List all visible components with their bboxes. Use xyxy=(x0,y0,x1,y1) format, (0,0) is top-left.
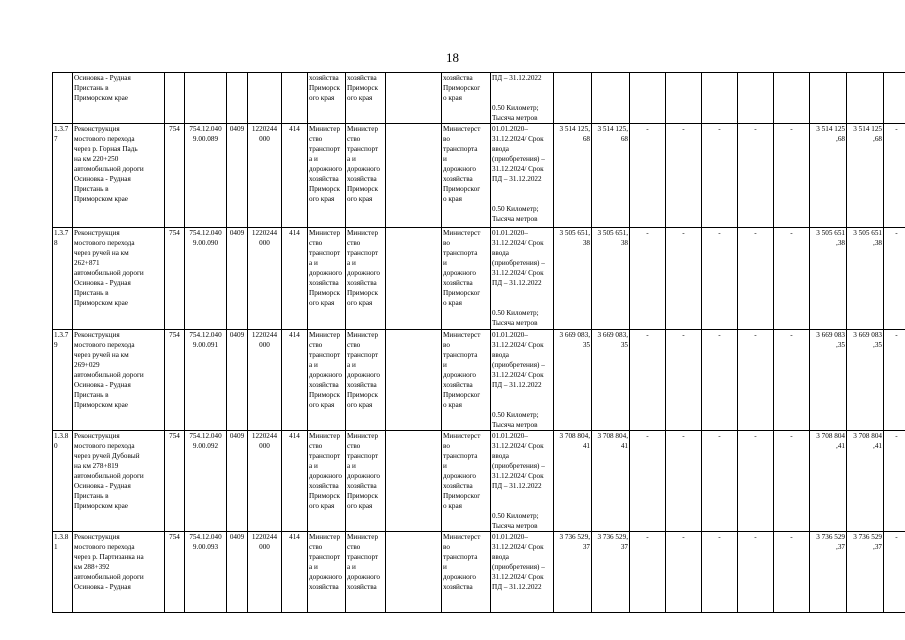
value-cell-text: 3 505 651, 38 xyxy=(597,229,628,247)
dash-cell xyxy=(702,73,738,124)
value-cell xyxy=(554,228,592,330)
code-gr-text: 754 xyxy=(169,432,180,440)
code-section-text: 0409 xyxy=(229,432,245,440)
value-cell-text: 3 514 125 ,68 xyxy=(816,125,845,143)
row-number-text: 1.3.81 xyxy=(54,533,69,551)
code-section xyxy=(227,124,248,228)
customer-cell xyxy=(308,73,346,124)
empty-cell xyxy=(386,73,442,124)
object-name xyxy=(73,532,165,613)
value-cell-text: 3 669 083 ,35 xyxy=(816,331,845,349)
code-gr-text: 754 xyxy=(169,331,180,339)
dash-cell-text: - xyxy=(895,432,898,440)
value-cell xyxy=(554,73,592,124)
dash-cell xyxy=(774,532,810,613)
code-target xyxy=(185,73,227,124)
row-number xyxy=(53,124,73,228)
code-section-text: 0409 xyxy=(229,533,245,541)
code-gr-text: 754 xyxy=(169,229,180,237)
value-cell xyxy=(592,532,630,613)
dash-cell-text: - xyxy=(682,432,685,440)
dash-cell-text: - xyxy=(754,533,757,541)
dash-cell xyxy=(666,330,702,431)
row-number-text: 1.3.80 xyxy=(54,432,69,450)
dash-cell xyxy=(884,124,905,228)
dash-cell xyxy=(630,124,666,228)
dash-cell xyxy=(702,124,738,228)
developer-cell xyxy=(346,228,386,330)
value-cell xyxy=(592,330,630,431)
object-name-text: Осиновка - Рудная Пристань в Приморском крае xyxy=(74,74,131,102)
dash-cell xyxy=(774,431,810,532)
object-name-text: Реконструкция мостового перехода через р. Горная Падь на км 220+250 автомобильной дороги Осиновка - Рудная Пристань в Приморском крае xyxy=(74,125,144,203)
code-gr xyxy=(165,73,185,124)
code-gr xyxy=(165,228,185,330)
object-name-text: Реконструкция мостового перехода через ручей на км 262+871 автомобильной дороги Осиновка - Рудная Пристань в Приморском крае xyxy=(74,229,144,307)
value-cell-text: 3 736 529 ,37 xyxy=(816,533,845,551)
period-text: 01.01.2020– 31.12.2024/ Срок ввода (приобретения) – 31.12.2024/ Срок ПД – 31.12.2022 xyxy=(492,331,545,389)
period-cell xyxy=(491,431,554,532)
object-name xyxy=(73,124,165,228)
value-cell xyxy=(554,532,592,613)
value-cell-text: 3 505 651, 38 xyxy=(559,229,590,247)
code-kcsr xyxy=(248,431,282,532)
dash-cell xyxy=(884,532,905,613)
dash-cell-text: - xyxy=(682,229,685,237)
code-target-text: 754.12.040 9.00.090 xyxy=(189,229,222,247)
object-name xyxy=(73,431,165,532)
dash-cell xyxy=(702,330,738,431)
developer-cell-text: Министер ство транспорт а и дорожного хозяйства Приморск ого края xyxy=(347,125,381,203)
value-cell-text: 3 736 529, 37 xyxy=(597,533,628,551)
dash-cell xyxy=(774,73,810,124)
empty-cell xyxy=(386,431,442,532)
value-cell-text: 3 708 804 ,41 xyxy=(853,432,882,450)
value-cell-text: 3 736 529, 37 xyxy=(559,533,590,551)
code-kcsr xyxy=(248,532,282,613)
code-gr xyxy=(165,330,185,431)
developer-cell xyxy=(346,532,386,613)
period-text: 01.01.2020– 31.12.2024/ Срок ввода (приобретения) – 31.12.2024/ Срок ПД – 31.12.2022 xyxy=(492,432,545,490)
value-cell xyxy=(810,330,847,431)
code-section xyxy=(227,330,248,431)
table-row xyxy=(53,124,905,228)
code-kvr xyxy=(282,431,308,532)
responsible-cell-text: Министерст во транспорта и дорожного хозяйства Приморског о края xyxy=(443,125,481,203)
code-section xyxy=(227,532,248,613)
code-kcsr xyxy=(248,73,282,124)
dash-cell xyxy=(738,431,774,532)
code-kvr-text: 414 xyxy=(289,432,300,440)
value-cell-text: 3 514 125, 68 xyxy=(559,125,590,143)
customer-cell xyxy=(308,532,346,613)
dash-cell-text: - xyxy=(790,229,793,237)
code-target xyxy=(185,532,227,613)
responsible-cell xyxy=(442,532,491,613)
code-target xyxy=(185,330,227,431)
code-kcsr-text: 1220244 000 xyxy=(251,331,278,349)
object-name xyxy=(73,330,165,431)
period-cell xyxy=(491,532,554,613)
value-cell xyxy=(847,532,884,613)
period-text: 01.01.2020– 31.12.2024/ Срок ввода (приобретения) – 31.12.2024/ Срок ПД – 31.12.2022 xyxy=(492,229,545,287)
row-number-text: 1.3.77 xyxy=(54,125,69,143)
code-target-text: 754.12.040 9.00.092 xyxy=(189,432,222,450)
row-number xyxy=(53,330,73,431)
period-cell xyxy=(491,124,554,228)
customer-cell-text: Министер ство транспорт а и дорожного хозяйства xyxy=(309,533,343,591)
dash-cell xyxy=(738,330,774,431)
result-text: 0.50 Километр; Тысяча метров xyxy=(492,104,539,122)
dash-cell xyxy=(630,431,666,532)
value-cell-text: 3 505 651 ,38 xyxy=(853,229,882,247)
customer-cell xyxy=(308,228,346,330)
dash-cell xyxy=(774,124,810,228)
dash-cell xyxy=(884,330,905,431)
code-kcsr-text: 1220244 000 xyxy=(251,125,278,143)
responsible-cell-text: Министерст во транспорта и дорожного хозяйства Приморског о края xyxy=(443,432,481,510)
dash-cell-text: - xyxy=(895,331,898,339)
period-text: 01.01.2020– 31.12.2024/ Срок ввода (приобретения) – 31.12.2024/ Срок ПД – 31.12.2022 xyxy=(492,125,545,183)
dash-cell xyxy=(774,228,810,330)
dash-cell xyxy=(666,228,702,330)
dash-cell xyxy=(774,330,810,431)
code-kvr-text: 414 xyxy=(289,331,300,339)
customer-cell xyxy=(308,431,346,532)
value-cell-text: 3 708 804, 41 xyxy=(597,432,628,450)
developer-cell-text: Министер ство транспорт а и дорожного хозяйства Приморск ого края xyxy=(347,432,381,510)
code-kcsr-text: 1220244 000 xyxy=(251,533,278,551)
dash-cell-text: - xyxy=(895,229,898,237)
dash-cell xyxy=(630,532,666,613)
code-kcsr-text: 1220244 000 xyxy=(251,432,278,450)
row-number-text: 1.3.79 xyxy=(54,331,69,349)
dash-cell xyxy=(884,228,905,330)
value-cell xyxy=(810,431,847,532)
responsible-cell xyxy=(442,124,491,228)
dash-cell-text: - xyxy=(718,432,721,440)
period-text: 01.01.2020– 31.12.2024/ Срок ввода (приобретения) – 31.12.2024/ Срок ПД – 31.12.2022 xyxy=(492,533,545,591)
value-cell xyxy=(810,124,847,228)
developer-cell xyxy=(346,73,386,124)
value-cell-text: 3 505 651 ,38 xyxy=(816,229,845,247)
developer-cell xyxy=(346,330,386,431)
dash-cell xyxy=(666,532,702,613)
code-gr xyxy=(165,532,185,613)
dash-cell xyxy=(738,228,774,330)
responsible-cell xyxy=(442,73,491,124)
period-cell xyxy=(491,228,554,330)
value-cell xyxy=(592,431,630,532)
value-cell-text: 3 669 083, 35 xyxy=(559,331,590,349)
object-name xyxy=(73,73,165,124)
row-number-text: 1.3.78 xyxy=(54,229,69,247)
dash-cell-text: - xyxy=(718,229,721,237)
dash-cell xyxy=(738,124,774,228)
responsible-cell xyxy=(442,228,491,330)
customer-cell-text: хозяйства Приморск ого края xyxy=(309,74,341,102)
dash-cell-text: - xyxy=(718,331,721,339)
dash-cell xyxy=(738,532,774,613)
dash-cell-text: - xyxy=(646,533,649,541)
value-cell-text: 3 708 804, 41 xyxy=(559,432,590,450)
code-gr-text: 754 xyxy=(169,533,180,541)
dash-cell-text: - xyxy=(895,533,898,541)
dash-cell-text: - xyxy=(790,432,793,440)
dash-cell xyxy=(738,73,774,124)
customer-cell-text: Министер ство транспорт а и дорожного хозяйства Приморск ого края xyxy=(309,432,343,510)
result-text: 0.50 Километр; Тысяча метров xyxy=(492,512,539,530)
object-name xyxy=(73,228,165,330)
code-kvr xyxy=(282,330,308,431)
code-section-text: 0409 xyxy=(229,125,245,133)
dash-cell-text: - xyxy=(646,331,649,339)
dash-cell xyxy=(630,73,666,124)
developer-cell xyxy=(346,431,386,532)
customer-cell xyxy=(308,330,346,431)
object-name-text: Реконструкция мостового перехода через ручей Дубовый на км 278+819 автомобильной дороги Осиновка - Рудная Пристань в Приморском крае xyxy=(74,432,144,510)
period-text: ПД – 31.12.2022 xyxy=(492,74,542,82)
code-kvr xyxy=(282,124,308,228)
register-table xyxy=(52,72,905,613)
value-cell xyxy=(810,73,847,124)
dash-cell-text: - xyxy=(646,125,649,133)
dash-cell xyxy=(666,73,702,124)
dash-cell-text: - xyxy=(790,125,793,133)
object-name-text: Реконструкция мостового перехода через ручей на км 269+029 автомобильной дороги Осиновка - Рудная Пристань в Приморском крае xyxy=(74,331,144,409)
code-target xyxy=(185,124,227,228)
code-gr xyxy=(165,431,185,532)
period-cell xyxy=(491,73,554,124)
responsible-cell-text: Министерст во транспорта и дорожного хозяйства Приморског о края xyxy=(443,229,481,307)
dash-cell xyxy=(630,330,666,431)
value-cell xyxy=(554,431,592,532)
dash-cell-text: - xyxy=(682,331,685,339)
table-row xyxy=(53,431,905,532)
empty-cell xyxy=(386,124,442,228)
customer-cell-text: Министер ство транспорт а и дорожного хозяйства Приморск ого края xyxy=(309,229,343,307)
row-number xyxy=(53,228,73,330)
dash-cell-text: - xyxy=(646,229,649,237)
developer-cell-text: хозяйства Приморск ого края xyxy=(347,74,379,102)
table-row xyxy=(53,330,905,431)
value-cell xyxy=(847,73,884,124)
dash-cell-text: - xyxy=(682,125,685,133)
value-cell xyxy=(592,73,630,124)
row-number xyxy=(53,431,73,532)
result-text: 0.50 Километр; Тысяча метров xyxy=(492,309,539,327)
value-cell xyxy=(847,228,884,330)
dash-cell xyxy=(666,124,702,228)
value-cell xyxy=(847,431,884,532)
result-text: 0.50 Километр; Тысяча метров xyxy=(492,411,539,429)
dash-cell-text: - xyxy=(754,125,757,133)
code-target xyxy=(185,431,227,532)
code-section xyxy=(227,431,248,532)
period-cell xyxy=(491,330,554,431)
value-cell-text: 3 708 804 ,41 xyxy=(816,432,845,450)
value-cell xyxy=(592,228,630,330)
dash-cell xyxy=(666,431,702,532)
value-cell-text: 3 669 083 ,35 xyxy=(853,331,882,349)
customer-cell-text: Министер ство транспорт а и дорожного хозяйства Приморск ого края xyxy=(309,125,343,203)
code-section-text: 0409 xyxy=(229,331,245,339)
responsible-cell-text: хозяйства Приморског о края xyxy=(443,74,481,102)
dash-cell-text: - xyxy=(790,533,793,541)
value-cell-text: 3 736 529 ,37 xyxy=(853,533,882,551)
dash-cell-text: - xyxy=(682,533,685,541)
dash-cell xyxy=(702,532,738,613)
dash-cell-text: - xyxy=(895,125,898,133)
empty-cell xyxy=(386,532,442,613)
code-kcsr-text: 1220244 000 xyxy=(251,229,278,247)
dash-cell xyxy=(884,73,905,124)
code-kcsr xyxy=(248,124,282,228)
table-row xyxy=(53,228,905,330)
code-gr xyxy=(165,124,185,228)
value-cell xyxy=(810,228,847,330)
code-kvr-text: 414 xyxy=(289,533,300,541)
responsible-cell xyxy=(442,431,491,532)
code-kvr xyxy=(282,73,308,124)
code-target xyxy=(185,228,227,330)
responsible-cell xyxy=(442,330,491,431)
developer-cell xyxy=(346,124,386,228)
row-number xyxy=(53,73,73,124)
code-kvr xyxy=(282,532,308,613)
code-gr-text: 754 xyxy=(169,125,180,133)
value-cell-text: 3 514 125 ,68 xyxy=(853,125,882,143)
code-target-text: 754.12.040 9.00.091 xyxy=(189,331,222,349)
code-target-text: 754.12.040 9.00.089 xyxy=(189,125,222,143)
empty-cell xyxy=(386,228,442,330)
developer-cell-text: Министер ство транспорт а и дорожного хозяйства Приморск ого края xyxy=(347,229,381,307)
value-cell-text: 3 514 125, 68 xyxy=(597,125,628,143)
dash-cell-text: - xyxy=(754,229,757,237)
code-section xyxy=(227,73,248,124)
dash-cell-text: - xyxy=(718,125,721,133)
customer-cell xyxy=(308,124,346,228)
page-number: 18 xyxy=(446,50,459,65)
code-kvr-text: 414 xyxy=(289,125,300,133)
value-cell xyxy=(847,330,884,431)
developer-cell-text: Министер ство транспорт а и дорожного хозяйства Приморск ого края xyxy=(347,331,381,409)
customer-cell-text: Министер ство транспорт а и дорожного хозяйства Приморск ого края xyxy=(309,331,343,409)
table-row xyxy=(53,73,905,124)
dash-cell xyxy=(884,431,905,532)
value-cell xyxy=(554,330,592,431)
responsible-cell-text: Министерст во транспорта и дорожного хозяйства Приморског о края xyxy=(443,331,481,409)
dash-cell-text: - xyxy=(754,331,757,339)
value-cell xyxy=(847,124,884,228)
row-number xyxy=(53,532,73,613)
code-section xyxy=(227,228,248,330)
dash-cell xyxy=(702,228,738,330)
dash-cell xyxy=(630,228,666,330)
dash-cell-text: - xyxy=(718,533,721,541)
developer-cell-text: Министер ство транспорт а и дорожного хозяйства xyxy=(347,533,381,591)
code-kvr xyxy=(282,228,308,330)
code-kcsr xyxy=(248,330,282,431)
value-cell xyxy=(592,124,630,228)
object-name-text: Реконструкция мостового перехода через р. Партизанка на км 288+392 автомобильной дороги Осиновка - Рудная xyxy=(74,533,144,591)
code-target-text: 754.12.040 9.00.093 xyxy=(189,533,222,551)
responsible-cell-text: Министерст во транспорта и дорожного хозяйства xyxy=(443,533,481,591)
table-row xyxy=(53,532,905,613)
result-text: 0.50 Километр; Тысяча метров xyxy=(492,205,539,223)
code-kvr-text: 414 xyxy=(289,229,300,237)
dash-cell xyxy=(702,431,738,532)
dash-cell-text: - xyxy=(790,331,793,339)
value-cell xyxy=(810,532,847,613)
empty-cell xyxy=(386,330,442,431)
dash-cell-text: - xyxy=(646,432,649,440)
value-cell xyxy=(554,124,592,228)
code-kcsr xyxy=(248,228,282,330)
value-cell-text: 3 669 083, 35 xyxy=(597,331,628,349)
dash-cell-text: - xyxy=(754,432,757,440)
code-section-text: 0409 xyxy=(229,229,245,237)
